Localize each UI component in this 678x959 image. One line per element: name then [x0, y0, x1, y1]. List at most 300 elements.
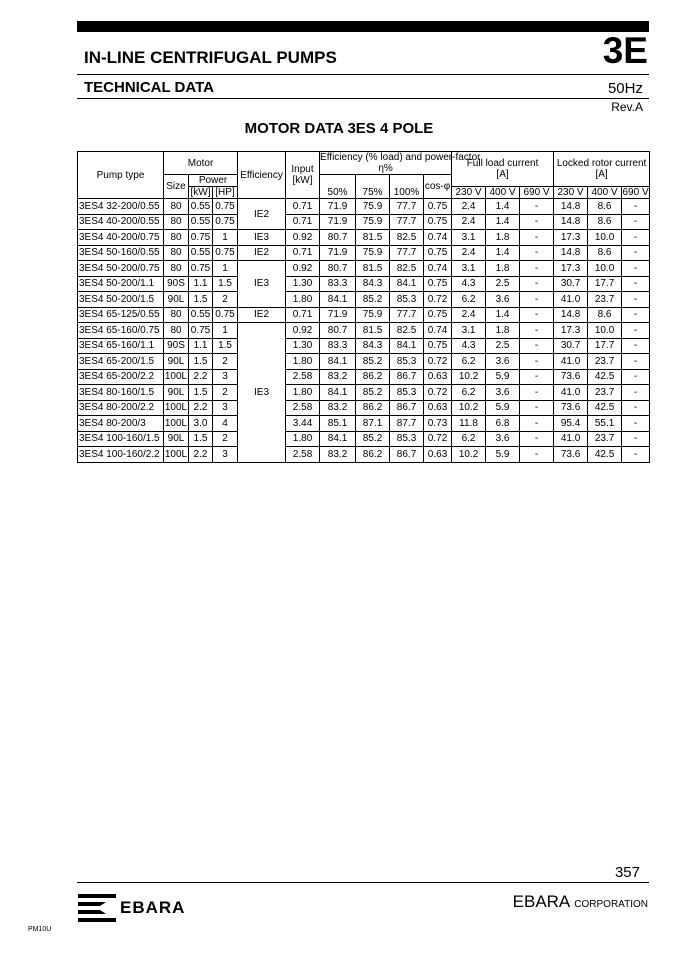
table-title: MOTOR DATA 3ES 4 POLE: [244, 120, 434, 137]
cell-lr-230: 41.0: [554, 354, 588, 370]
page-number: 357: [614, 864, 640, 881]
cell-cos-phi: 0.75: [424, 307, 452, 323]
cell-pump-type: 3ES4 50-200/1.1: [78, 276, 164, 292]
cell-eff-50: 83.3: [320, 276, 356, 292]
cell-eff-50: 71.9: [320, 307, 356, 323]
cell-pump-type: 3ES4 80-160/1.5: [78, 385, 164, 401]
cell-eff-100: 77.7: [390, 199, 424, 215]
cell-lr-230: 41.0: [554, 431, 588, 447]
cell-power-kw: 0.55: [189, 214, 213, 230]
cell-input: 0.71: [286, 214, 320, 230]
cell-power-hp: 1: [213, 323, 238, 339]
cell-lr-690: -: [622, 214, 650, 230]
header-input-label: Input: [291, 164, 314, 175]
cell-power-hp: 1.5: [213, 276, 238, 292]
cell-lr-400: 8.6: [588, 307, 622, 323]
cell-lr-400: 17.7: [588, 338, 622, 354]
cell-fl-400: 1.4: [486, 199, 520, 215]
header-efficiency: Efficiency: [238, 152, 286, 199]
cell-fl-230: 10.2: [452, 400, 486, 416]
table-row: [78, 400, 650, 416]
cell-fl-400: 3.6: [486, 431, 520, 447]
cell-eff-75: 81.5: [356, 323, 390, 339]
cell-lr-690: -: [622, 245, 650, 261]
cell-fl-690: -: [520, 199, 554, 215]
cell-power-kw: 1.1: [189, 276, 213, 292]
cell-power-kw: 1.5: [189, 354, 213, 370]
cell-cos-phi: 0.63: [424, 447, 452, 463]
cell-size: 80: [164, 307, 189, 323]
cell-efficiency-class: IE2: [238, 199, 286, 230]
cell-lr-230: 14.8: [554, 307, 588, 323]
cell-power-kw: 1.1: [189, 338, 213, 354]
cell-lr-230: 41.0: [554, 292, 588, 308]
cell-lr-400: 17.7: [588, 276, 622, 292]
cell-pump-type: 3ES4 32-200/0.55: [78, 199, 164, 215]
cell-lr-690: -: [622, 276, 650, 292]
cell-lr-690: -: [622, 354, 650, 370]
cell-fl-230: 3.1: [452, 323, 486, 339]
cell-eff-50: 85.1: [320, 416, 356, 432]
cell-pump-type: 3ES4 50-200/1.5: [78, 292, 164, 308]
cell-fl-690: -: [520, 416, 554, 432]
cell-fl-400: 5.9: [486, 400, 520, 416]
table-body: [78, 199, 650, 463]
cell-eff-75: 85.2: [356, 385, 390, 401]
cell-power-kw: 2.2: [189, 447, 213, 463]
cell-fl-230: 3.1: [452, 230, 486, 246]
cell-power-kw: 0.75: [189, 230, 213, 246]
header-p100: 100%: [390, 175, 424, 199]
cell-power-kw: 0.55: [189, 245, 213, 261]
cell-power-hp: 0.75: [213, 307, 238, 323]
cell-fl-230: 2.4: [452, 307, 486, 323]
cell-fl-230: 3.1: [452, 261, 486, 277]
cell-eff-100: 82.5: [390, 323, 424, 339]
cell-lr-230: 14.8: [554, 214, 588, 230]
cell-lr-400: 55.1: [588, 416, 622, 432]
cell-eff-50: 83.2: [320, 400, 356, 416]
cell-lr-690: -: [622, 447, 650, 463]
cell-size: 80: [164, 199, 189, 215]
cell-cos-phi: 0.75: [424, 276, 452, 292]
header-input: [286, 152, 320, 199]
cell-fl-230: 2.4: [452, 199, 486, 215]
header-size: Size: [164, 175, 189, 199]
cell-lr-400: 23.7: [588, 431, 622, 447]
cell-fl-230: 10.2: [452, 369, 486, 385]
cell-size: 80: [164, 214, 189, 230]
cell-fl-230: 10.2: [452, 447, 486, 463]
cell-fl-690: -: [520, 261, 554, 277]
table-row: [78, 338, 650, 354]
cell-pump-type: 3ES4 100-160/2.2: [78, 447, 164, 463]
cell-eff-100: 86.7: [390, 369, 424, 385]
cell-lr-690: -: [622, 230, 650, 246]
header-input-unit: [kW]: [292, 175, 313, 186]
header-motor: Motor: [164, 152, 238, 175]
cell-input: 1.80: [286, 385, 320, 401]
header-p75: 75%: [356, 175, 390, 199]
cell-eff-75: 84.3: [356, 276, 390, 292]
cell-eff-100: 84.1: [390, 338, 424, 354]
cell-eff-75: 81.5: [356, 261, 390, 277]
cell-size: 80: [164, 230, 189, 246]
cell-eff-100: 85.3: [390, 354, 424, 370]
cell-power-hp: 2: [213, 385, 238, 401]
header-eff-group: [320, 152, 481, 175]
cell-lr-400: 23.7: [588, 354, 622, 370]
cell-lr-230: 17.3: [554, 261, 588, 277]
cell-fl-400: 1.8: [486, 261, 520, 277]
divider: [77, 74, 649, 75]
header-power: Power: [189, 175, 238, 187]
cell-eff-75: 86.2: [356, 447, 390, 463]
header-locked-rotor-unit: [A]: [595, 169, 608, 180]
divider: [77, 882, 649, 883]
frequency-label: 50Hz: [607, 80, 643, 97]
cell-power-hp: 2: [213, 431, 238, 447]
cell-eff-50: 71.9: [320, 245, 356, 261]
cell-lr-690: -: [622, 261, 650, 277]
header-full-load-unit: [A]: [496, 169, 509, 180]
cell-pump-type: 3ES4 50-200/0.75: [78, 261, 164, 277]
cell-eff-75: 86.2: [356, 369, 390, 385]
revision-label: Rev.A: [611, 100, 643, 114]
table-row: [78, 385, 650, 401]
cell-lr-400: 10.0: [588, 261, 622, 277]
cell-eff-100: 85.3: [390, 385, 424, 401]
cell-fl-230: 6.2: [452, 354, 486, 370]
cell-pump-type: 3ES4 65-200/2.2: [78, 369, 164, 385]
cell-power-hp: 0.75: [213, 245, 238, 261]
cell-lr-690: -: [622, 323, 650, 339]
cell-eff-100: 77.7: [390, 307, 424, 323]
cell-input: 0.71: [286, 199, 320, 215]
cell-efficiency-class: IE3: [238, 230, 286, 246]
cell-pump-type: 3ES4 65-200/1.5: [78, 354, 164, 370]
cell-power-kw: 1.5: [189, 292, 213, 308]
cell-fl-400: 1.4: [486, 245, 520, 261]
table-row: [78, 230, 650, 246]
cell-eff-100: 86.7: [390, 400, 424, 416]
cell-input: 0.71: [286, 307, 320, 323]
cell-lr-690: -: [622, 400, 650, 416]
cell-lr-690: -: [622, 307, 650, 323]
cell-fl-690: -: [520, 431, 554, 447]
cell-input: 0.92: [286, 230, 320, 246]
table-row: [78, 354, 650, 370]
cell-fl-400: 1.8: [486, 230, 520, 246]
cell-fl-400: 5.9: [486, 369, 520, 385]
cell-power-hp: 0.75: [213, 214, 238, 230]
cell-power-hp: 1: [213, 230, 238, 246]
table-row: [78, 369, 650, 385]
cell-lr-400: 10.0: [588, 323, 622, 339]
cell-eff-50: 84.1: [320, 292, 356, 308]
cell-size: 80: [164, 245, 189, 261]
cell-power-hp: 3: [213, 400, 238, 416]
cell-eff-75: 75.9: [356, 307, 390, 323]
divider: [77, 98, 649, 99]
cell-input: 3.44: [286, 416, 320, 432]
cell-power-hp: 1.5: [213, 338, 238, 354]
cell-size: 90L: [164, 292, 189, 308]
header-fl-230: 230 V: [452, 187, 486, 199]
cell-eff-100: 82.5: [390, 261, 424, 277]
header-cos: cos-φ: [424, 175, 452, 199]
cell-size: 90S: [164, 276, 189, 292]
cell-eff-50: 83.3: [320, 338, 356, 354]
cell-fl-400: 1.8: [486, 323, 520, 339]
company-suffix: CORPORATION: [574, 899, 648, 910]
cell-size: 90L: [164, 354, 189, 370]
cell-pump-type: 3ES4 65-125/0.55: [78, 307, 164, 323]
cell-eff-100: 86.7: [390, 447, 424, 463]
header-lr-400: 400 V: [588, 187, 622, 199]
cell-eff-75: 87.1: [356, 416, 390, 432]
cell-power-hp: 1: [213, 261, 238, 277]
cell-cos-phi: 0.63: [424, 400, 452, 416]
cell-lr-400: 8.6: [588, 214, 622, 230]
cell-efficiency-class: IE3: [238, 323, 286, 463]
cell-eff-50: 80.7: [320, 323, 356, 339]
cell-fl-690: -: [520, 447, 554, 463]
table-row: [78, 416, 650, 432]
cell-eff-100: 85.3: [390, 431, 424, 447]
cell-fl-230: 6.2: [452, 431, 486, 447]
cell-eff-100: 85.3: [390, 292, 424, 308]
header-lr-690: 690 V: [622, 187, 649, 198]
cell-pump-type: 3ES4 40-200/0.55: [78, 214, 164, 230]
cell-cos-phi: 0.74: [424, 230, 452, 246]
cell-lr-690: -: [622, 385, 650, 401]
header-locked-rotor-label: Locked rotor current: [556, 158, 647, 169]
header-full-load-label: Full load current: [466, 158, 539, 169]
header-pump-type: Pump type: [78, 152, 164, 199]
cell-fl-690: -: [520, 369, 554, 385]
cell-eff-100: 77.7: [390, 214, 424, 230]
cell-pump-type: 3ES4 100-160/1.5: [78, 431, 164, 447]
logo-text: EBARA: [120, 898, 186, 917]
cell-eff-50: 71.9: [320, 214, 356, 230]
ebara-logo-icon: [78, 892, 118, 924]
cell-power-kw: 2.2: [189, 400, 213, 416]
cell-input: 1.80: [286, 292, 320, 308]
cell-cos-phi: 0.63: [424, 369, 452, 385]
table-row: [78, 199, 650, 215]
table-row: [78, 245, 650, 261]
cell-cos-phi: 0.75: [424, 245, 452, 261]
cell-power-kw: 0.55: [189, 199, 213, 215]
cell-power-hp: 2: [213, 354, 238, 370]
cell-cos-phi: 0.73: [424, 416, 452, 432]
section-code: 3E: [602, 30, 648, 71]
cell-eff-100: 84.1: [390, 276, 424, 292]
cell-size: 100L: [164, 369, 189, 385]
cell-lr-230: 14.8: [554, 199, 588, 215]
cell-lr-400: 8.6: [588, 245, 622, 261]
table-row: [78, 447, 650, 463]
cell-input: 0.92: [286, 323, 320, 339]
table-row: [78, 323, 650, 339]
cell-fl-690: -: [520, 292, 554, 308]
cell-pump-type: 3ES4 65-160/0.75: [78, 323, 164, 339]
cell-lr-690: -: [622, 199, 650, 215]
cell-pump-type: 3ES4 80-200/2.2: [78, 400, 164, 416]
cell-fl-230: 2.4: [452, 214, 486, 230]
cell-cos-phi: 0.72: [424, 354, 452, 370]
cell-size: 90S: [164, 338, 189, 354]
cell-eff-100: 87.7: [390, 416, 424, 432]
cell-size: 100L: [164, 400, 189, 416]
page-title: IN-LINE CENTRIFUGAL PUMPS: [84, 48, 337, 67]
company-name-main: EBARA: [512, 892, 571, 911]
cell-lr-400: 8.6: [588, 199, 622, 215]
cell-lr-690: -: [622, 416, 650, 432]
cell-size: 90L: [164, 431, 189, 447]
cell-fl-400: 1.4: [486, 307, 520, 323]
cell-fl-400: 6.8: [486, 416, 520, 432]
cell-fl-690: -: [520, 323, 554, 339]
cell-pump-type: 3ES4 80-200/3: [78, 416, 164, 432]
cell-fl-400: 1.4: [486, 214, 520, 230]
cell-power-kw: 1.5: [189, 385, 213, 401]
cell-fl-230: 4.3: [452, 276, 486, 292]
cell-eff-75: 85.2: [356, 431, 390, 447]
table-row: [78, 292, 650, 308]
cell-lr-230: 73.6: [554, 369, 588, 385]
cell-eff-50: 80.7: [320, 261, 356, 277]
cell-efficiency-class: IE3: [238, 261, 286, 308]
header-hp: [HP]: [213, 187, 238, 199]
cell-lr-230: 17.3: [554, 230, 588, 246]
cell-lr-230: 95.4: [554, 416, 588, 432]
cell-fl-230: 11.8: [452, 416, 486, 432]
cell-lr-690: -: [622, 369, 650, 385]
cell-eff-75: 86.2: [356, 400, 390, 416]
cell-cos-phi: 0.72: [424, 385, 452, 401]
cell-fl-690: -: [520, 276, 554, 292]
cell-eff-100: 77.7: [390, 245, 424, 261]
cell-size: 90L: [164, 385, 189, 401]
cell-power-hp: 4: [213, 416, 238, 432]
cell-efficiency-class: IE2: [238, 307, 286, 323]
cell-input: 1.80: [286, 354, 320, 370]
cell-pump-type: 3ES4 65-160/1.1: [78, 338, 164, 354]
cell-eff-50: 80.7: [320, 230, 356, 246]
company-name: [513, 892, 648, 912]
header-p50: 50%: [320, 175, 356, 199]
header-eff-group-label: Efficiency (% load) and power-factor: [320, 152, 481, 163]
cell-lr-400: 42.5: [588, 447, 622, 463]
cell-fl-400: 3.6: [486, 354, 520, 370]
cell-lr-690: -: [622, 338, 650, 354]
cell-eff-75: 75.9: [356, 199, 390, 215]
header-kw: [kW]: [190, 187, 211, 198]
cell-eff-50: 83.2: [320, 447, 356, 463]
cell-fl-690: -: [520, 245, 554, 261]
cell-power-kw: 1.5: [189, 431, 213, 447]
cell-fl-400: 5.9: [486, 447, 520, 463]
cell-fl-690: -: [520, 214, 554, 230]
cell-fl-230: 4.3: [452, 338, 486, 354]
cell-eff-50: 84.1: [320, 431, 356, 447]
cell-fl-230: 6.2: [452, 292, 486, 308]
cell-lr-690: -: [622, 431, 650, 447]
cell-eff-75: 75.9: [356, 214, 390, 230]
cell-input: 2.58: [286, 447, 320, 463]
cell-power-kw: 0.75: [189, 261, 213, 277]
cell-eff-75: 84.3: [356, 338, 390, 354]
cell-cos-phi: 0.75: [424, 338, 452, 354]
cell-fl-400: 2.5: [486, 276, 520, 292]
cell-lr-690: -: [622, 292, 650, 308]
cell-input: 1.30: [286, 276, 320, 292]
cell-eff-75: 75.9: [356, 245, 390, 261]
cell-fl-690: -: [520, 230, 554, 246]
cell-input: 1.80: [286, 431, 320, 447]
cell-cos-phi: 0.74: [424, 323, 452, 339]
cell-power-hp: 2: [213, 292, 238, 308]
cell-size: 100L: [164, 447, 189, 463]
cell-fl-690: -: [520, 354, 554, 370]
cell-lr-230: 41.0: [554, 385, 588, 401]
cell-lr-400: 23.7: [588, 385, 622, 401]
cell-input: 1.30: [286, 338, 320, 354]
cell-efficiency-class: IE2: [238, 245, 286, 261]
cell-lr-230: 73.6: [554, 400, 588, 416]
cell-size: 80: [164, 323, 189, 339]
cell-eff-75: 85.2: [356, 292, 390, 308]
header-locked-rotor: [554, 152, 650, 187]
cell-fl-230: 6.2: [452, 385, 486, 401]
cell-input: 0.92: [286, 261, 320, 277]
cell-fl-690: -: [520, 338, 554, 354]
cell-input: 2.58: [286, 369, 320, 385]
cell-eff-50: 83.2: [320, 369, 356, 385]
cell-lr-400: 10.0: [588, 230, 622, 246]
cell-fl-400: 3.6: [486, 385, 520, 401]
cell-lr-400: 23.7: [588, 292, 622, 308]
cell-cos-phi: 0.74: [424, 261, 452, 277]
cell-eff-75: 81.5: [356, 230, 390, 246]
table-row: [78, 431, 650, 447]
cell-pump-type: 3ES4 50-160/0.55: [78, 245, 164, 261]
section-subtitle: TECHNICAL DATA: [84, 79, 214, 96]
cell-fl-690: -: [520, 385, 554, 401]
top-bar: [77, 21, 649, 32]
cell-cos-phi: 0.72: [424, 292, 452, 308]
cell-lr-230: 17.3: [554, 323, 588, 339]
table-row: [78, 261, 650, 277]
cell-power-kw: 0.75: [189, 323, 213, 339]
cell-eff-50: 84.1: [320, 354, 356, 370]
cell-eff-50: 84.1: [320, 385, 356, 401]
cell-cos-phi: 0.75: [424, 214, 452, 230]
cell-power-hp: 3: [213, 447, 238, 463]
table-row: [78, 214, 650, 230]
cell-lr-230: 30.7: [554, 338, 588, 354]
document-code: PM10U: [28, 926, 52, 933]
cell-cos-phi: 0.72: [424, 431, 452, 447]
cell-lr-230: 14.8: [554, 245, 588, 261]
cell-eff-100: 82.5: [390, 230, 424, 246]
cell-cos-phi: 0.75: [424, 199, 452, 215]
table-row: [78, 307, 650, 323]
cell-lr-400: 42.5: [588, 400, 622, 416]
cell-power-hp: 3: [213, 369, 238, 385]
